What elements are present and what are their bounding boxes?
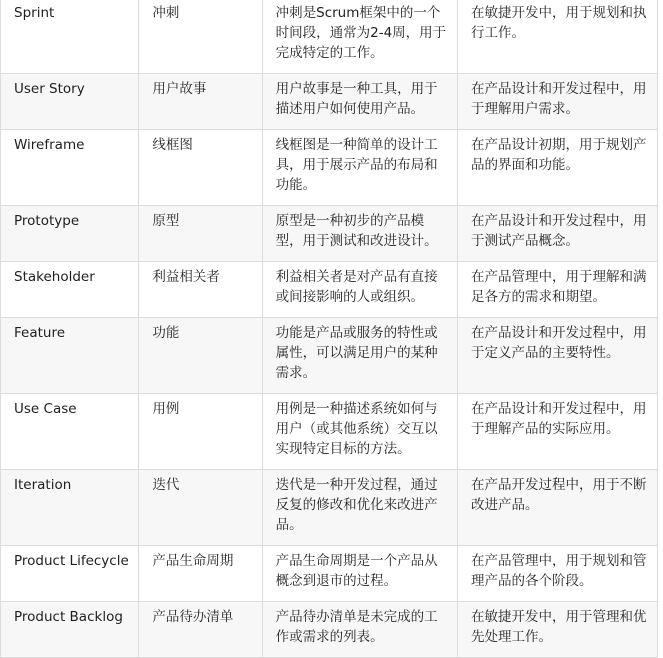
usage-cell: 在产品管理中，用于理解和满足各方的需求和期望。	[457, 262, 657, 318]
term-cell: Wireframe	[1, 130, 139, 206]
chinese-term-cell: 冲刺	[139, 0, 262, 74]
table-row	[1, 394, 658, 470]
table-row	[1, 130, 658, 206]
term-cell: Feature	[1, 318, 139, 394]
usage-cell: 在产品设计和开发过程中，用于定义产品的主要特性。	[457, 318, 657, 394]
chinese-term-cell: 利益相关者	[139, 262, 262, 318]
definition-cell: 产品生命周期是一个产品从概念到退市的过程。	[262, 546, 457, 602]
usage-cell: 在产品管理中，用于规划和管理产品的各个阶段。	[457, 546, 657, 602]
chinese-term-cell: 线框图	[139, 130, 262, 206]
chinese-term-cell: 产品待办清单	[139, 602, 262, 658]
table-row	[1, 74, 658, 130]
definition-cell: 用例是一种描述系统如何与用户（或其他系统）交互以实现特定目标的方法。	[262, 394, 457, 470]
usage-cell: 在产品开发过程中，用于不断改进产品。	[457, 470, 657, 546]
term-cell: User Story	[1, 74, 139, 130]
chinese-term-cell: 原型	[139, 206, 262, 262]
term-cell: Product Backlog	[1, 602, 139, 658]
definition-cell: 利益相关者是对产品有直接或间接影响的人或组织。	[262, 262, 457, 318]
term-cell: Stakeholder	[1, 262, 139, 318]
chinese-term-cell: 用户故事	[139, 74, 262, 130]
table-row	[1, 602, 658, 658]
definition-cell: 功能是产品或服务的特性或属性，可以满足用户的某种需求。	[262, 318, 457, 394]
term-cell: Sprint	[1, 0, 139, 74]
table-row	[1, 206, 658, 262]
definition-cell: 用户故事是一种工具，用于描述用户如何使用产品。	[262, 74, 457, 130]
table-row	[1, 470, 658, 546]
definition-cell: 迭代是一种开发过程，通过反复的修改和优化来改进产品。	[262, 470, 457, 546]
term-cell: Iteration	[1, 470, 139, 546]
usage-cell: 在敏捷开发中，用于管理和优先处理工作。	[457, 602, 657, 658]
definition-cell: 原型是一种初步的产品模型，用于测试和改进设计。	[262, 206, 457, 262]
table-row	[1, 0, 658, 74]
usage-cell: 在产品设计和开发过程中，用于理解用户需求。	[457, 74, 657, 130]
definition-cell: 线框图是一种简单的设计工具，用于展示产品的布局和功能。	[262, 130, 457, 206]
usage-cell: 在产品设计和开发过程中，用于测试产品概念。	[457, 206, 657, 262]
term-cell: Use Case	[1, 394, 139, 470]
term-cell: Product Lifecycle	[1, 546, 139, 602]
chinese-term-cell: 迭代	[139, 470, 262, 546]
usage-cell: 在产品设计初期，用于规划产品的界面和功能。	[457, 130, 657, 206]
usage-cell: 在敏捷开发中，用于规划和执行工作。	[457, 0, 657, 74]
table-row	[1, 546, 658, 602]
usage-cell: 在产品设计和开发过程中，用于理解产品的实际应用。	[457, 394, 657, 470]
chinese-term-cell: 产品生命周期	[139, 546, 262, 602]
definition-cell: 产品待办清单是未完成的工作或需求的列表。	[262, 602, 457, 658]
table-row	[1, 262, 658, 318]
definition-cell: 冲刺是Scrum框架中的一个时间段，通常为2-4周，用于完成特定的工作。	[262, 0, 457, 74]
table-row	[1, 318, 658, 394]
term-cell: Prototype	[1, 206, 139, 262]
chinese-term-cell: 功能	[139, 318, 262, 394]
chinese-term-cell: 用例	[139, 394, 262, 470]
